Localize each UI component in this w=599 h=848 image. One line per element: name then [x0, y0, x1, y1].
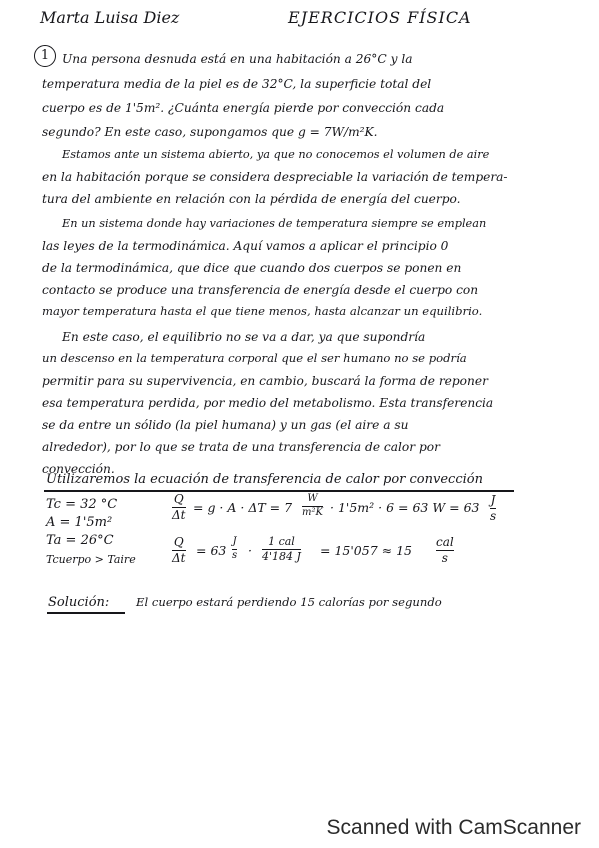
problem-line: segundo? En este caso, supongamos que g = 7W/m²K. [42, 125, 378, 139]
eq1-unit-denominator: m²K [302, 506, 323, 518]
eq1-rest: · 1'5m² · 6 = 63 W = 63 [330, 500, 480, 515]
eq2-conversion-numerator: 1 cal [268, 535, 295, 548]
eq1-lhs-denominator: Δt [172, 507, 186, 522]
variable-area: A = 1'5m² [46, 515, 113, 530]
eq1-result-numerator: J [490, 493, 496, 507]
eq1-result-unit [490, 494, 496, 522]
camscanner-watermark: Scanned with CamScanner [326, 816, 581, 839]
body-line: En un sistema donde hay variaciones de temperatura siempre se emplean [62, 217, 487, 230]
eq1-unit-numerator: W [307, 493, 318, 504]
eq2-conversion-fraction [262, 536, 301, 562]
subject-title: EJERCICIOS FÍSICA [288, 8, 472, 27]
eq2-rest: = 15'057 ≈ 15 [320, 543, 412, 558]
solution-text: El cuerpo estará perdiendo 15 calorías por segundo [136, 595, 442, 609]
eq2-lhs-numerator: Q [173, 535, 184, 549]
body-line: las leyes de la termodinámica. Aquí vamos a aplicar el principio 0 [42, 239, 449, 253]
eq1-unit-fraction [302, 494, 323, 518]
eq1-middle: = g · A · ΔT = 7 [193, 500, 293, 515]
body-line: de la termodinámica, que dice que cuando dos cuerpos se ponen en [42, 261, 462, 275]
body-line: convección. [42, 462, 115, 476]
body-line: alrededor), por lo que se trata de una transferencia de calor por [42, 440, 440, 454]
eq2-unit1-fraction [232, 537, 237, 561]
variable-tc: Tc = 32 °C [46, 497, 118, 512]
eq1-lhs-fraction [172, 493, 186, 521]
eq2-middle: = 63 [196, 543, 227, 558]
problem-line: temperatura media de la piel es de 32°C, la superficie total del [42, 77, 432, 91]
problem-line: Una persona desnuda está en una habitación a 26°C y la [62, 52, 413, 66]
eq2-lhs-denominator: Δt [172, 550, 186, 565]
eq2-unit1-numerator: J [232, 536, 237, 547]
body-line: esa temperatura perdida, por medio del metabolismo. Esta transferencia [42, 396, 494, 410]
eq2-result-unit [436, 536, 454, 564]
eq2-dot: · [248, 543, 252, 558]
body-line: permitir para su supervivencia, en cambio, buscará la forma de reponer [42, 374, 488, 388]
body-line: Estamos ante un sistema abierto, ya que no conocemos el volumen de aire [62, 148, 490, 161]
problem-line: cuerpo es de 1'5m². ¿Cuánta energía pierde por convección cada [42, 101, 445, 115]
eq2-result-numerator: cal [436, 535, 454, 549]
solution-underline [47, 612, 125, 614]
body-line: tura del ambiente en relación con la pérdida de energía del cuerpo. [42, 192, 461, 206]
equation-intro: Utilizaremos la ecuación de transferencia de calor por convección [46, 472, 483, 487]
author-name: Marta Luisa Diez [40, 8, 180, 27]
equation-intro-underline [44, 490, 514, 492]
body-line: mayor temperatura hasta el que tiene menos, hasta alcanzar un equilibrio. [42, 304, 483, 318]
body-line: En este caso, el equilibrio no se va a dar, ya que supondría [62, 330, 426, 344]
eq2-conversion-denominator: 4'184 J [262, 549, 301, 563]
variable-comparison: Tcuerpo > Taire [46, 553, 136, 566]
eq2-result-denominator: s [441, 550, 448, 565]
eq2-unit1-denominator: s [232, 549, 238, 561]
body-line: en la habitación porque se considera despreciable la variación de tempera- [42, 170, 508, 184]
body-line: se da entre un sólido (la piel humana) y un gas (el aire a su [42, 418, 409, 432]
eq2-lhs-fraction [172, 536, 186, 564]
eq1-lhs-numerator: Q [173, 492, 184, 506]
eq1-result-denominator: s [490, 508, 497, 523]
body-line: un descenso en la temperatura corporal que el ser humano no se podría [42, 351, 467, 365]
variable-ta: Ta = 26°C [46, 533, 114, 548]
solution-label: Solución: [48, 595, 110, 610]
body-line: contacto se produce una transferencia de energía desde el cuerpo con [42, 283, 479, 297]
exercise-number: 1 [34, 45, 56, 67]
